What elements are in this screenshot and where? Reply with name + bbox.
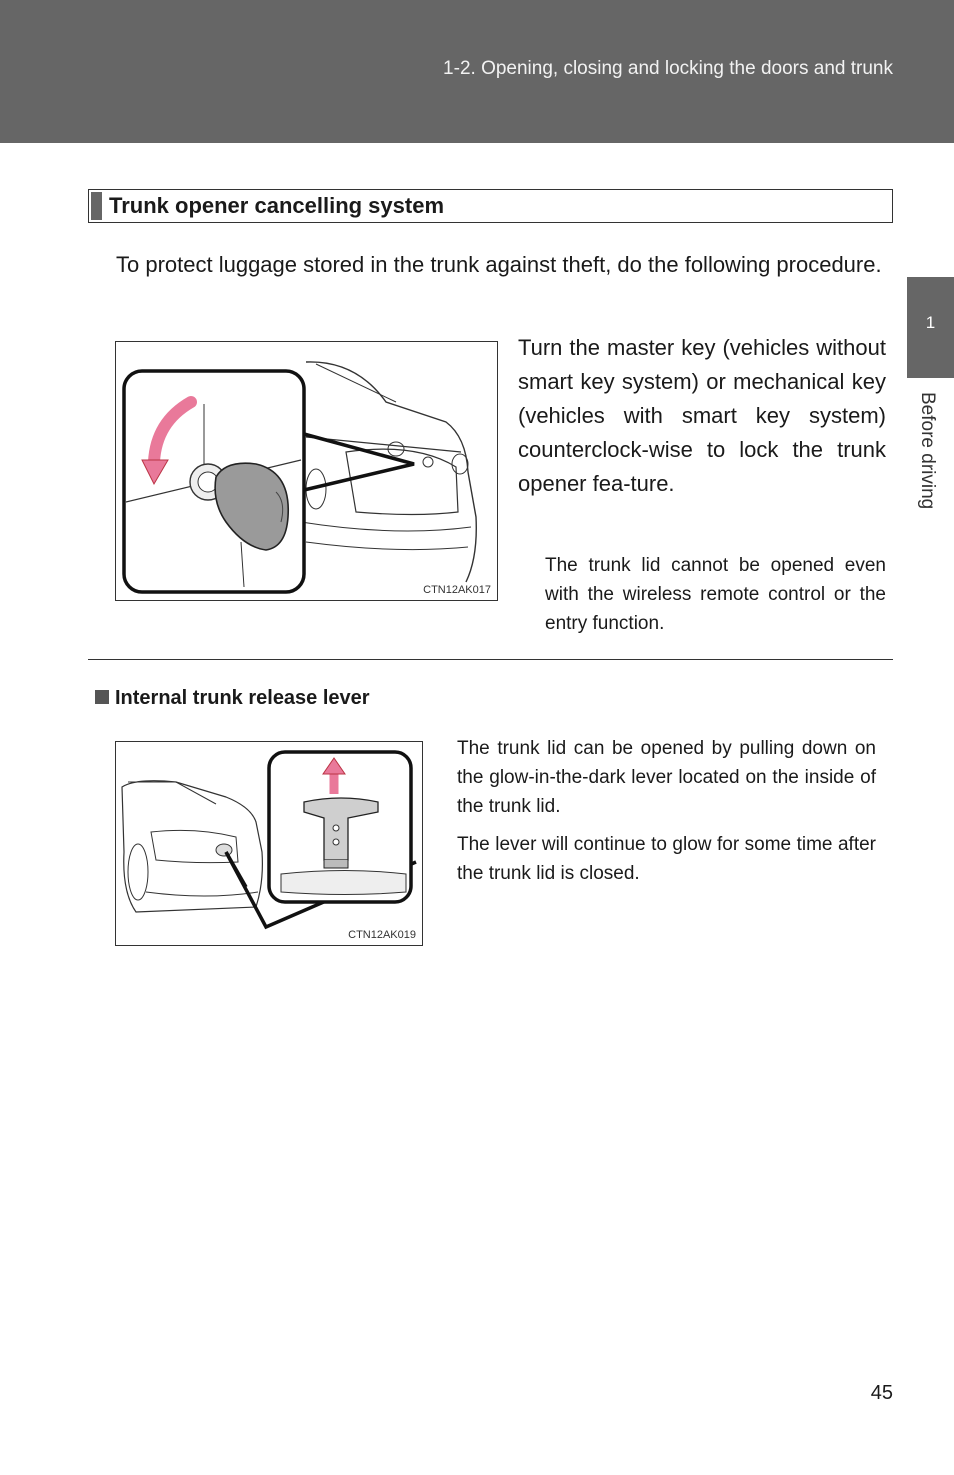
lever-paragraph-1: The trunk lid can be opened by pulling down on the glow-in-the-dark lever located on the inside of the trunk lid. <box>457 738 876 817</box>
key-turn-drawing <box>116 342 497 600</box>
chapter-label: Before driving <box>917 392 938 510</box>
intro-paragraph: To protect luggage stored in the trunk against theft, do the following procedure. <box>116 252 882 277</box>
figure-code: CTN12AK017 <box>423 584 491 596</box>
step-instruction: Turn the master key (vehicles without smart key system) or mechanical key (vehicles with smart key system) counterclock-wise to lock the trunk opener fea-ture. <box>518 335 886 496</box>
release-lever-drawing <box>116 742 422 945</box>
release-lever-illustration <box>115 741 423 946</box>
section-heading <box>88 189 893 223</box>
chapter-number: 1 <box>925 313 936 332</box>
subsection-heading <box>95 687 370 710</box>
figure-code: CTN12AK019 <box>348 929 416 941</box>
note-paragraph: The trunk lid cannot be opened even with the wireless remote control or the entry function. <box>545 555 886 634</box>
lever-paragraph-2: The lever will continue to glow for some time after the trunk lid is closed. <box>457 834 876 884</box>
subsection-title: Internal trunk release lever <box>115 687 370 709</box>
header-band <box>0 0 954 143</box>
page-number: 45 <box>870 1382 893 1404</box>
square-bullet-icon <box>95 690 109 704</box>
section-heading-bar <box>91 192 102 220</box>
section-title: Trunk opener cancelling system <box>109 193 445 218</box>
chapter-tab <box>907 277 954 378</box>
key-turn-illustration <box>115 341 498 601</box>
section-divider <box>88 659 893 660</box>
breadcrumb: 1-2. Opening, closing and locking the doors and trunk <box>443 58 893 79</box>
